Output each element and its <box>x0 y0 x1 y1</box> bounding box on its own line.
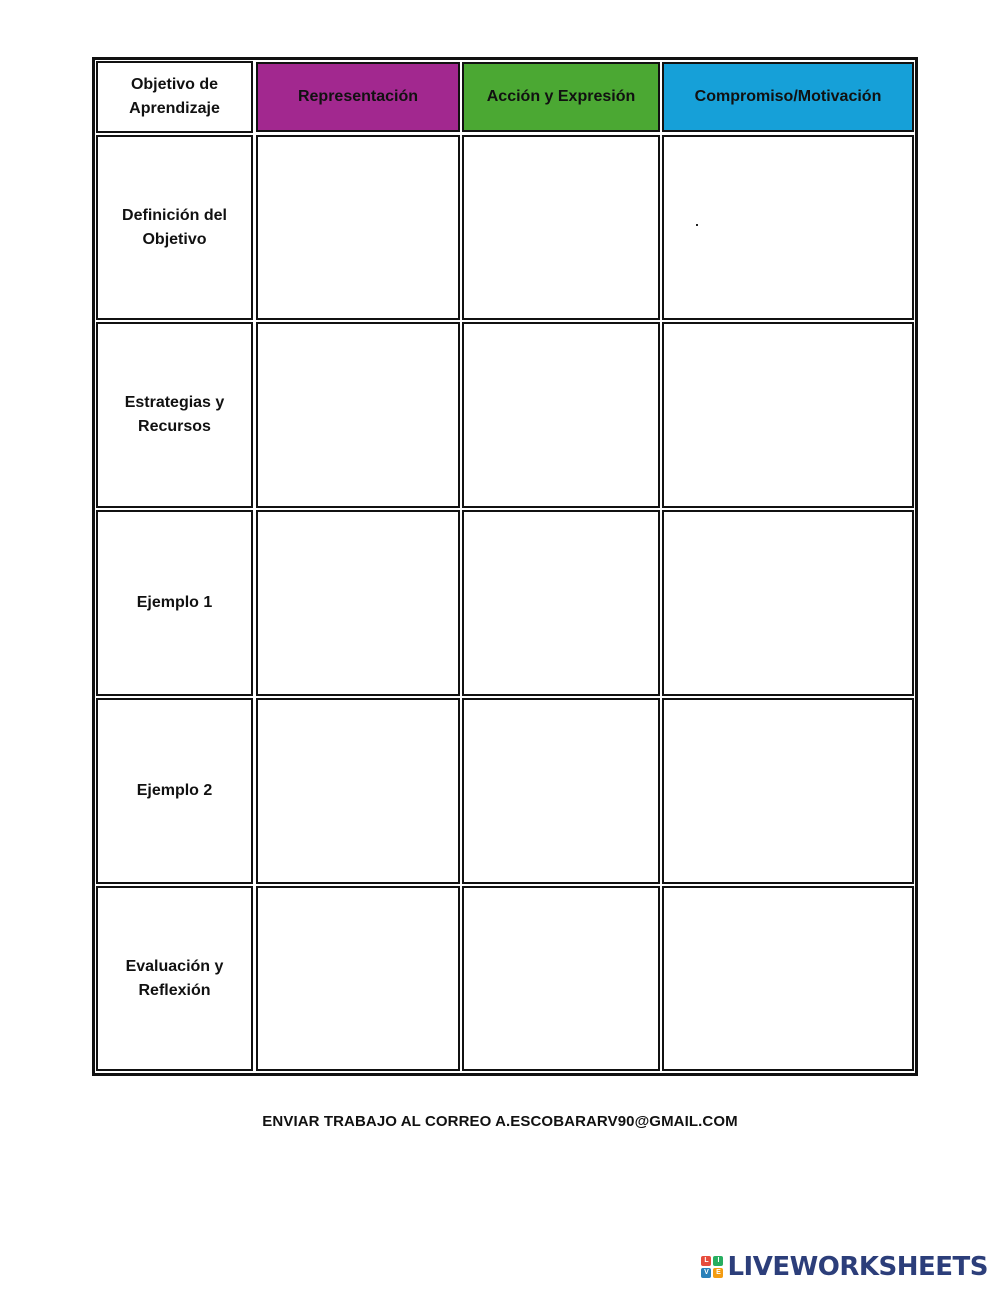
row-label-ejemplo-1: Ejemplo 1 <box>96 510 253 696</box>
cell-definicion-accion[interactable] <box>462 135 660 320</box>
cell-definicion-representacion[interactable] <box>256 135 460 320</box>
liveworksheets-wordmark: LIVEWORKSHEETS <box>727 1252 988 1282</box>
cell-ejemplo1-compromiso[interactable] <box>662 510 914 696</box>
cell-evaluacion-compromiso[interactable] <box>662 886 914 1071</box>
header-representacion: Representación <box>256 62 460 132</box>
cell-evaluacion-accion[interactable] <box>462 886 660 1071</box>
row-label-evaluacion: Evaluación y Reflexión <box>96 886 253 1071</box>
row-label-estrategias: Estrategias y Recursos <box>96 322 253 508</box>
header-accion-expresion: Acción y Expresión <box>462 62 660 132</box>
cell-ejemplo2-compromiso[interactable] <box>662 698 914 884</box>
row-label-definicion: Definición del Objetivo <box>96 135 253 320</box>
liveworksheets-mark-icon: L I V E <box>701 1256 723 1278</box>
cell-estrategias-compromiso[interactable] <box>662 322 914 508</box>
cell-ejemplo2-accion[interactable] <box>462 698 660 884</box>
cell-estrategias-representacion[interactable] <box>256 322 460 508</box>
header-compromiso-motivacion: Compromiso/Motivación <box>662 62 914 132</box>
cell-ejemplo2-representacion[interactable] <box>256 698 460 884</box>
cell-evaluacion-representacion[interactable] <box>256 886 460 1071</box>
row-label-ejemplo-2: Ejemplo 2 <box>96 698 253 884</box>
header-objective-label: Objetivo de Aprendizaje <box>96 61 253 133</box>
stray-dot <box>696 224 698 226</box>
cell-definicion-compromiso[interactable] <box>662 135 914 320</box>
submission-instruction: ENVIAR TRABAJO AL CORREO A.ESCOBARARV90@GMAIL.COM <box>262 1113 738 1130</box>
cell-ejemplo1-accion[interactable] <box>462 510 660 696</box>
cell-ejemplo1-representacion[interactable] <box>256 510 460 696</box>
liveworksheets-logo <box>701 1252 988 1282</box>
cell-estrategias-accion[interactable] <box>462 322 660 508</box>
